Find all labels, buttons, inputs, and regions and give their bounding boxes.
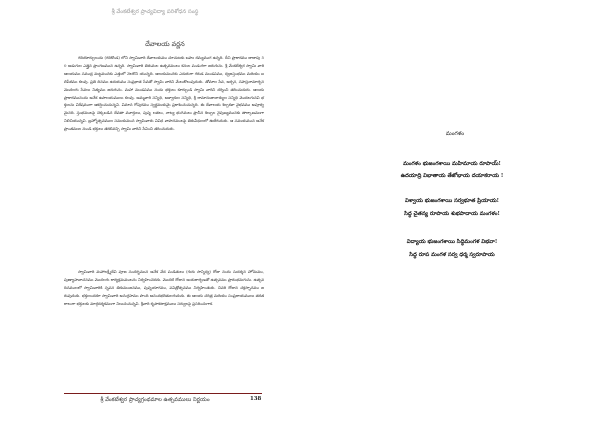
body-paragraph: గదియోర్పులందు (గదికొండ) లోని స్వామివారి దేవాలయము చూచుటకు బహు రమ్యముగ ఉన్నది. దీని ప్రాకారము దాదాపు 50 అడుగుల ఎత్తైన ప్రాంగణమున ఉన్నది. స్వామివారి తిరుమల ఉత్సవములు కనుల పండుగగా జరుగును. శ్రీ వేంకటేశ్వర స్వామి వారి ఆలయము సముద్ర మట్టమునకు ఎత్తులో నెలకొని యున్నది. ఆలయమునకు ఎదురుగా గరుడ మండపము, ధ్వజస్తంభము మరియు బలిపీఠము కలవు. ప్రతి దినము ఉదయము సుప్రభాత సేవతో స్వామి వారిని మేలుకొలుపుదురు. తోమాల సేవ, అర్చన, సహస్రనామార్చన మొదలగు సేవలు నిత్యము జరుగును. మహా మండపము నందు భక్తులు కూర్చుండి స్వామి వారిని దర్శించి తరించుదురు. ఆలయ ప్రాకారమునందు అనేక ఉపాలయములు కలవు. అమ్మవారి సన్నిధి, ఆళ్వారుల సన్నిధి, శ్రీ రామానుజాచార్యుల సన్నిధి మొదలగునవి భక్తులను విశేషముగా ఆకర్షించుచున్నవి. విమాన గోపురము స్వర్ణమయమై ప్రకాశించుచున్నది. ఈ దేవాలయ శిల్పకళా వైభవము అపూర్వమైనది. స్తంభములపై చెక్కబడిన దేవతా మూర్తులు, పుష్ప లతలు, నాట్య భంగిమలు ప్రాచీన శిల్పుల నైపుణ్యమునకు తార్కాణముగా నిలిచియున్నవి. బ్రహ్మోత్సవముల సమయమున స్వామివారు వివిధ వాహనములపై తిరువీధులలో ఊరేగుదురు. ఆ సమయమున అనేక ప్రాంతముల నుండి భక్తులు తరలివచ్చి స్వామి వారిని సేవించి తరించుదురు. (64, 55, 264, 132)
body-paragraph: స్వామివారి మహాలక్ష్మీదేవి పూజ సందర్భమున అనేక వేద పండితులు (గురు సాన్నిధ్య) రోజు నందు సుదర్శన హోమము, పుణ్యాహవాచనము మొదలగు కార్యక్రమములను నిర్వహించెదరు. మొదటి రోజున అంకురార్పణతో ఉత్సవము ప్రారంభమగును. ఉత్సవ దినములలో స్వామివారికి స్నపన తిరుమంజనము, పుష్పయాగము, పవిత్రోత్సవము నిర్వహింతురు. చివరి రోజున చక్రస్నానము జరుపుదురు. భక్తులందరూ స్వామివారి అనుగ్రహము పొంది ఆనందభరితులగుదురు. ఈ ఆలయ చరిత్ర మరియు సంప్రదాయములు తరతరాలుగా భక్తులకు మార్గదర్శకముగా నిలుచుచున్నవి. శ్రీవారి కృపాకటాక్షములు సర్వులపై ప్రసరించుగాక. (64, 269, 264, 306)
mantra-line: సిద్ధ రూప మంగళ సర్వ ధర్మ స్వరూపాయ (409, 252, 495, 258)
section-title: దేవాలయ వర్ణన (145, 40, 185, 48)
page-number: 138 (250, 396, 262, 402)
mantra-line: విశ్వాయ భుజంగశాయి సర్వభూత ప్రియాయ! (404, 198, 500, 204)
mantra-line: ఉదయాద్రి విభాతాయ తేజోభాయ దయాకరాయ ! (400, 173, 504, 179)
mantra-line: మంగళం భుజంగశాయి మహిమాయ రూపాయ్! (403, 161, 501, 167)
footer-text: శ్రీ వేంకటేశ్వర ప్రాచ్యగ్రంథమాల ఉత్సవములు నిర్ణయం (100, 397, 210, 403)
right-page (300, 0, 600, 424)
mantra-line: సిద్ధ చైతన్య రూపాయ శుభపాదాయ మంగళం! (404, 211, 500, 217)
running-header: శ్రీ వేంకటేశ్వర ప్రాచ్యవిద్యా పరిశోధన సంస్థ (111, 9, 199, 15)
footer-divider (64, 393, 262, 394)
mantra-title: మంగళం (445, 131, 465, 137)
mantra-line: విద్యాయ భుజంగశాయి సిద్ధిమంగళ విభవా! (406, 239, 498, 245)
